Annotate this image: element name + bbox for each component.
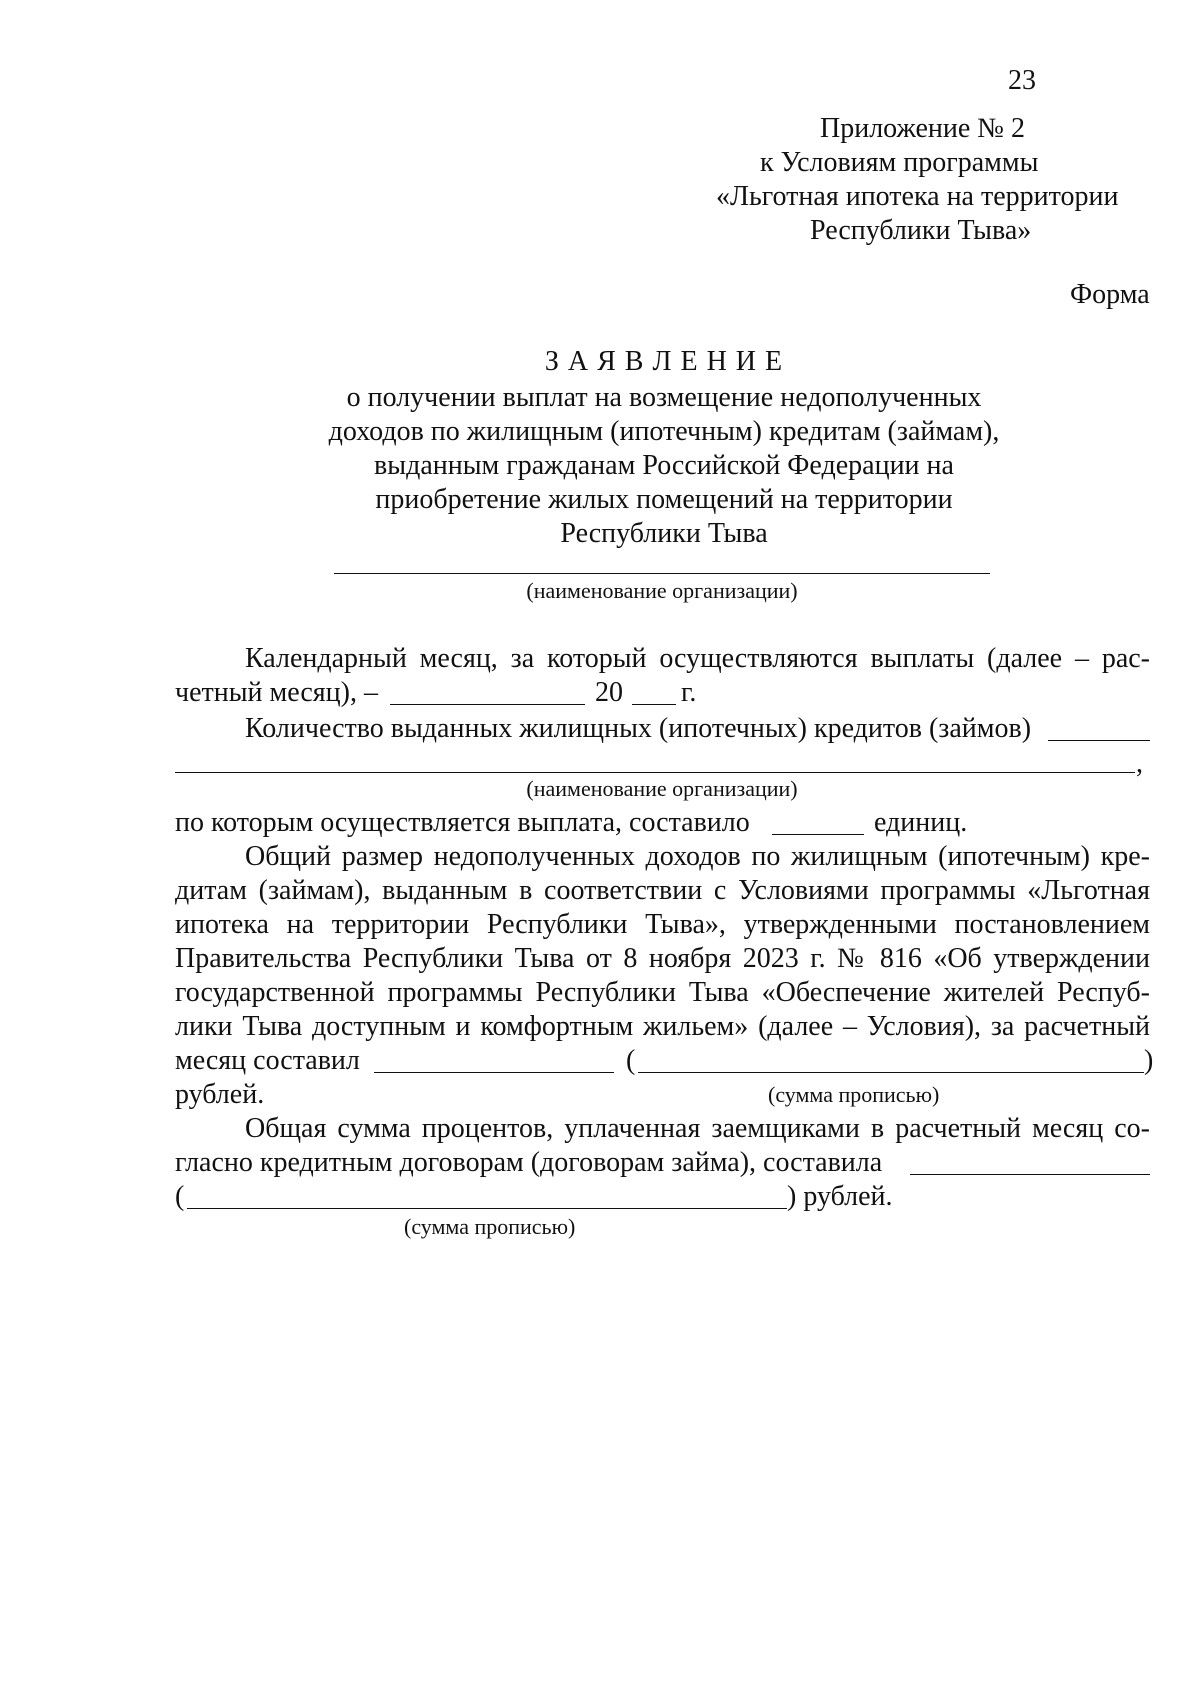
p2-comma: , (1136, 748, 1143, 779)
amount-in-words-caption-1: (сумма прописью) (768, 1082, 940, 1107)
appendix-line-2: к Условиям программы (760, 147, 1039, 178)
p1-line-2-a: четный месяц), – (175, 677, 378, 708)
p2-line-3-a: по которым осуществляется выплата, составило (175, 807, 750, 838)
organization-caption-2: (наименование организации) (526, 776, 798, 801)
appendix-line-1: Приложение № 2 (820, 113, 1025, 144)
p3-line-4: Правительства Республики Тыва от 8 ноября 2023 г. № 816 «Об утверждении (175, 943, 1150, 974)
p4-line-3-b: ) рублей. (787, 1181, 893, 1212)
appendix-line-3: «Льготная ипотека на территории (716, 181, 1119, 212)
p4-line-1: Общая сумма процентов, уплаченная заемщиками в расчетный месяц со- (245, 1113, 1150, 1144)
p3-line-7-a: месяц составил (175, 1045, 360, 1076)
p3-open-paren: ( (626, 1045, 636, 1076)
p3-line-1: Общий размер недополученных доходов по жилищным (ипотечным) кре- (245, 841, 1150, 872)
credits-org-blank-b[interactable] (175, 772, 1135, 773)
form-label: Форма (1070, 279, 1150, 310)
title-heading: З А Я В Л Е Н И Е (544, 346, 784, 377)
page-number: 23 (1008, 65, 1036, 96)
p4-line-2: гласно кредитным договорам (договорам займа), составила (175, 1147, 883, 1178)
p3-line-8-a: рублей. (175, 1079, 265, 1110)
organization-name-blank[interactable] (334, 573, 990, 574)
month-blank[interactable] (390, 704, 585, 705)
p1-line-2-c: г. (681, 677, 697, 708)
interest-amount-words-blank[interactable] (187, 1208, 787, 1209)
income-amount-blank[interactable] (374, 1072, 614, 1073)
units-count-blank[interactable] (772, 834, 864, 835)
p1-line-2-year-prefix: 20 (595, 677, 623, 708)
p3-line-3: ипотека на территории Республики Тыва», утвержденными постановлением (175, 909, 1150, 940)
p1-line-1: Календарный месяц, за который осуществляются выплаты (далее – рас- (245, 643, 1150, 674)
title-line-3: выданным гражданам Российской Федерации на (374, 450, 954, 481)
p4-open-paren: ( (175, 1181, 185, 1212)
title-line-1: о получении выплат на возмещение недополученных (346, 382, 982, 413)
organization-caption-1: (наименование организации) (526, 578, 798, 603)
title-line-2: доходов по жилищным (ипотечным) кредитам (займам), (328, 416, 1000, 447)
income-amount-words-blank[interactable] (638, 1072, 1144, 1073)
appendix-line-4: Республики Тыва» (810, 215, 1032, 246)
p3-close-paren: ) (1144, 1045, 1154, 1076)
title-line-5: Республики Тыва (560, 518, 768, 549)
year-blank[interactable] (632, 704, 676, 705)
p3-line-2: дитам (займам), выданным в соответствии с Условиями программы «Льготная (175, 875, 1150, 906)
credits-org-blank-a[interactable] (1048, 740, 1150, 741)
p2-line-1: Количество выданных жилищных (ипотечных) кредитов (займов) (245, 713, 1032, 744)
title-line-4: приобретение жилых помещений на территории (375, 484, 953, 515)
p2-line-3-b: единиц. (874, 807, 968, 838)
amount-in-words-caption-2: (сумма прописью) (404, 1214, 576, 1239)
interest-amount-blank[interactable] (910, 1174, 1150, 1175)
p3-line-6: лики Тыва доступным и комфортным жильем» (далее – Условия), за расчетный (175, 1011, 1150, 1042)
p3-line-5: государственной программы Республики Тыва «Обеспечение жителей Респуб- (175, 977, 1150, 1008)
